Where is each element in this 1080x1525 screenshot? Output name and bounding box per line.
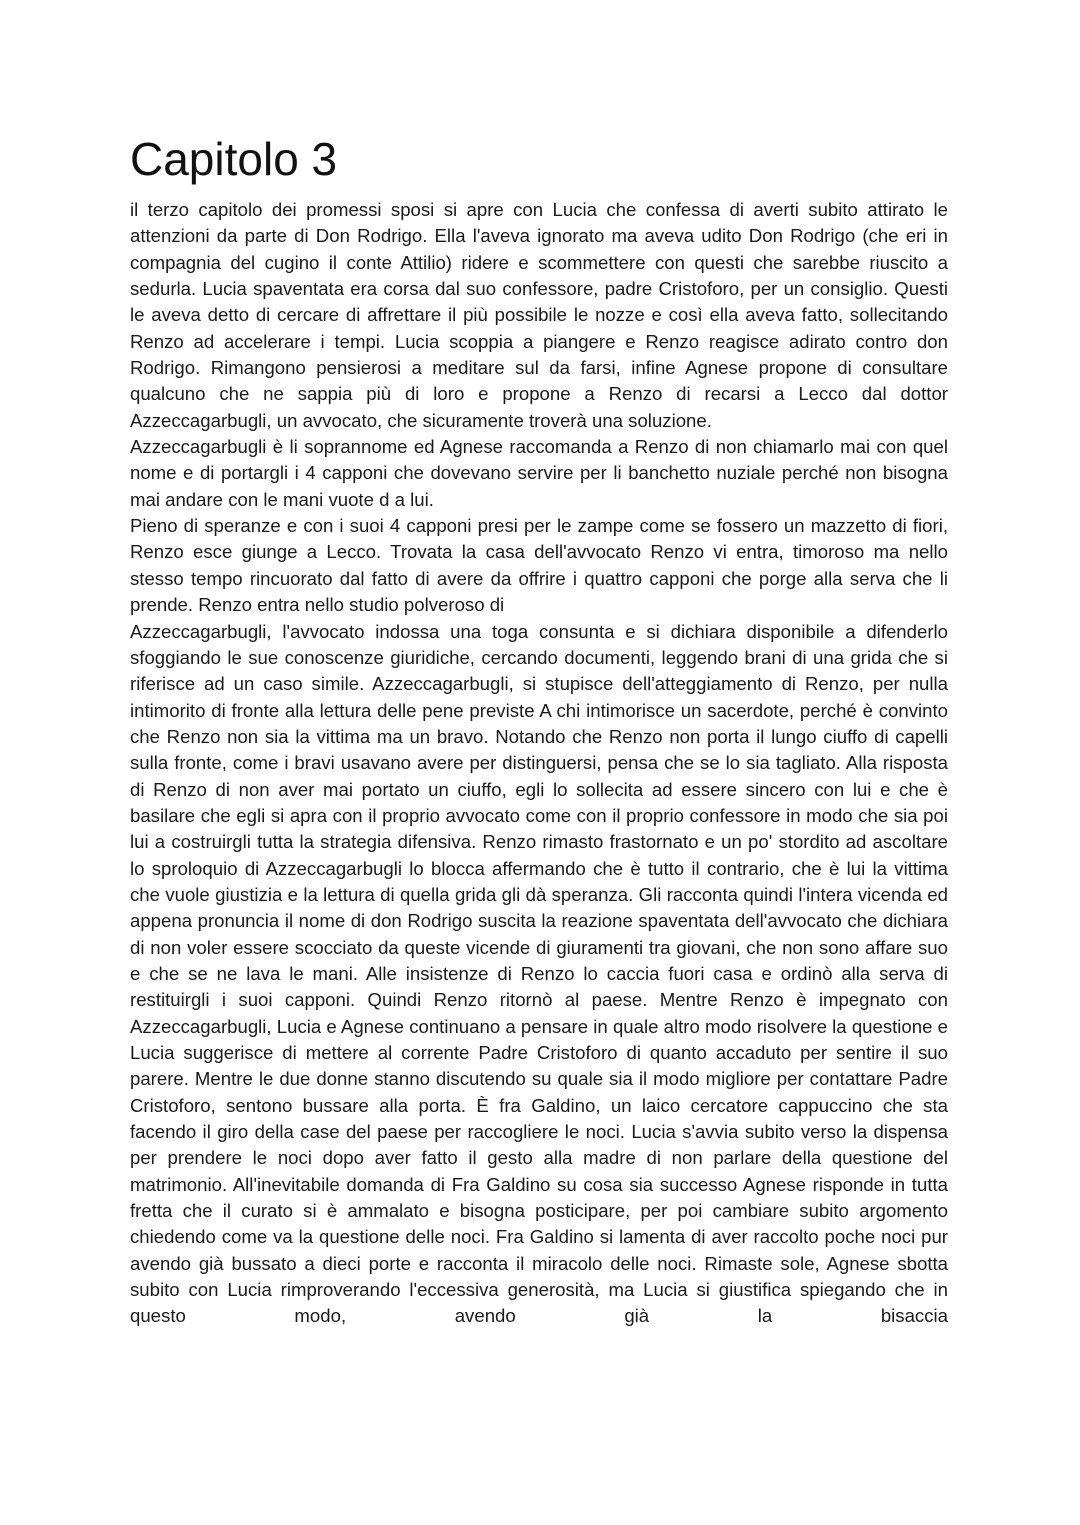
body-text <box>130 197 948 1330</box>
paragraph: il terzo capitolo dei promessi sposi si apre con Lucia che confessa di averti subito attirato le attenzioni da parte di Don Rodrigo. Ella l'aveva ignorato ma aveva udito Don Rodrigo (che eri in compagnia del cugino il conte Attilio) ridere e scommettere con questi che sarebbe riuscito a sedurla. Lucia spaventata era corsa dal suo confessore, padre Cristoforo, per un consiglio. Questi le aveva detto di cercare di affrettare il più possibile le nozze e così ella aveva fatto, sollecitando Renzo ad accelerare i tempi. Lucia scoppia a piangere e Renzo reagisce adirato contro don Rodrigo. Rimangono pensierosi a meditare sul da farsi, infine Agnese propone di consultare qualcuno che ne sappia più di loro e propone a Renzo di recarsi a Lecco dal dottor Azzeccagarbugli, un avvocato, che sicuramente troverà una soluzione. <box>130 199 948 431</box>
paragraph: Pieno di speranze e con i suoi 4 capponi presi per le zampe come se fossero un mazzetto di fiori, Renzo esce giunge a Lecco. Trovata la casa dell'avvocato Renzo vi entra, timoroso ma nello stesso tempo rincuorato dal fatto di avere da offrire i quattro capponi che porge alla serva che li prende. Renzo entra nello studio polveroso di <box>130 515 948 616</box>
paragraph: Azzeccagarbugli è li soprannome ed Agnese raccomanda a Renzo di non chiamarlo mai con quel nome e di portargli i 4 capponi che dovevano servire per li banchetto nuziale perché non bisogna mai andare con le mani vuote d a lui. <box>130 436 948 510</box>
paragraph: Azzeccagarbugli, l'avvocato indossa una toga consunta e si dichiara disponibile a difenderlo sfoggiando le sue conoscenze giuridiche, cercando documenti, leggendo brani di una grida che si riferisce ad un caso simile. Azzeccagarbugli, si stupisce dell'atteggiamento di Renzo, per nulla intimorito di fronte alla lettura delle pene previste A chi intimorisce un sacerdote, perché è convinto che Renzo non sia la vittima ma un bravo. Notando che Renzo non porta il lungo ciuffo di capelli sulla fronte, come i bravi usavano avere per distinguersi, pensa che se lo sia tagliato. Alla risposta di Renzo di non aver mai portato un ciuffo, egli lo sollecita ad essere sincero con lui e che è basilare che egli si apra con il proprio avvocato come con il proprio confessore in modo che sia poi lui a costruirgli tutta la strategia difensiva. Renzo rimasto frastornato e un po' stordito ad ascoltare lo sproloquio di Azzeccagarbugli lo blocca affermando che è tutto il contrario, che è lui la vittima che vuole giustizia e la lettura di quella grida gli dà speranza. Gli racconta quindi l'intera vicenda ed appena pronuncia il nome di don Rodrigo suscita la reazione spaventata dell'avvocato che dichiara di non voler essere scocciato da queste vicende di giuramenti tra giovani, che non sono affare suo e che se ne lava le mani. Alle insistenze di Renzo lo caccia fuori casa e ordinò alla serva di restituirgli i suoi capponi. Quindi Renzo ritornò al paese. Mentre Renzo è impegnato con Azzeccagarbugli, Lucia e Agnese continuano a pensare in quale altro modo risolvere la questione e Lucia suggerisce di mettere al corrente Padre Cristoforo di quanto accaduto per sentire il suo parere. Mentre le due donne stanno discutendo su quale sia il modo migliore per contattare Padre Cristoforo, sentono bussare alla porta. È fra Galdino, un laico cercatore cappuccino che sta facendo il giro della case del paese per raccogliere le noci. Lucia s'avvia subito verso la dispensa per prendere le noci dopo aver fatto il gesto alla madre di non parlare della questione del matrimonio. All'inevitabile domanda di Fra Galdino su cosa sia successo Agnese risponde in tutta fretta che il curato si è ammalato e bisogna posticipare, per poi cambiare subito argomento chiedendo come va la questione delle noci. Fra Galdino si lamenta di aver raccolto poche noci pur avendo già bussato a dieci porte e racconta il miracolo delle noci. Rimaste sole, Agnese sbotta subito con Lucia rimproverando l'eccessiva generosità, ma Lucia si giustifica spiegando che in questo modo, avendo già la bisaccia <box>130 620 948 1327</box>
page-title: Capitolo 3 <box>130 133 338 185</box>
document-page <box>130 0 948 1525</box>
